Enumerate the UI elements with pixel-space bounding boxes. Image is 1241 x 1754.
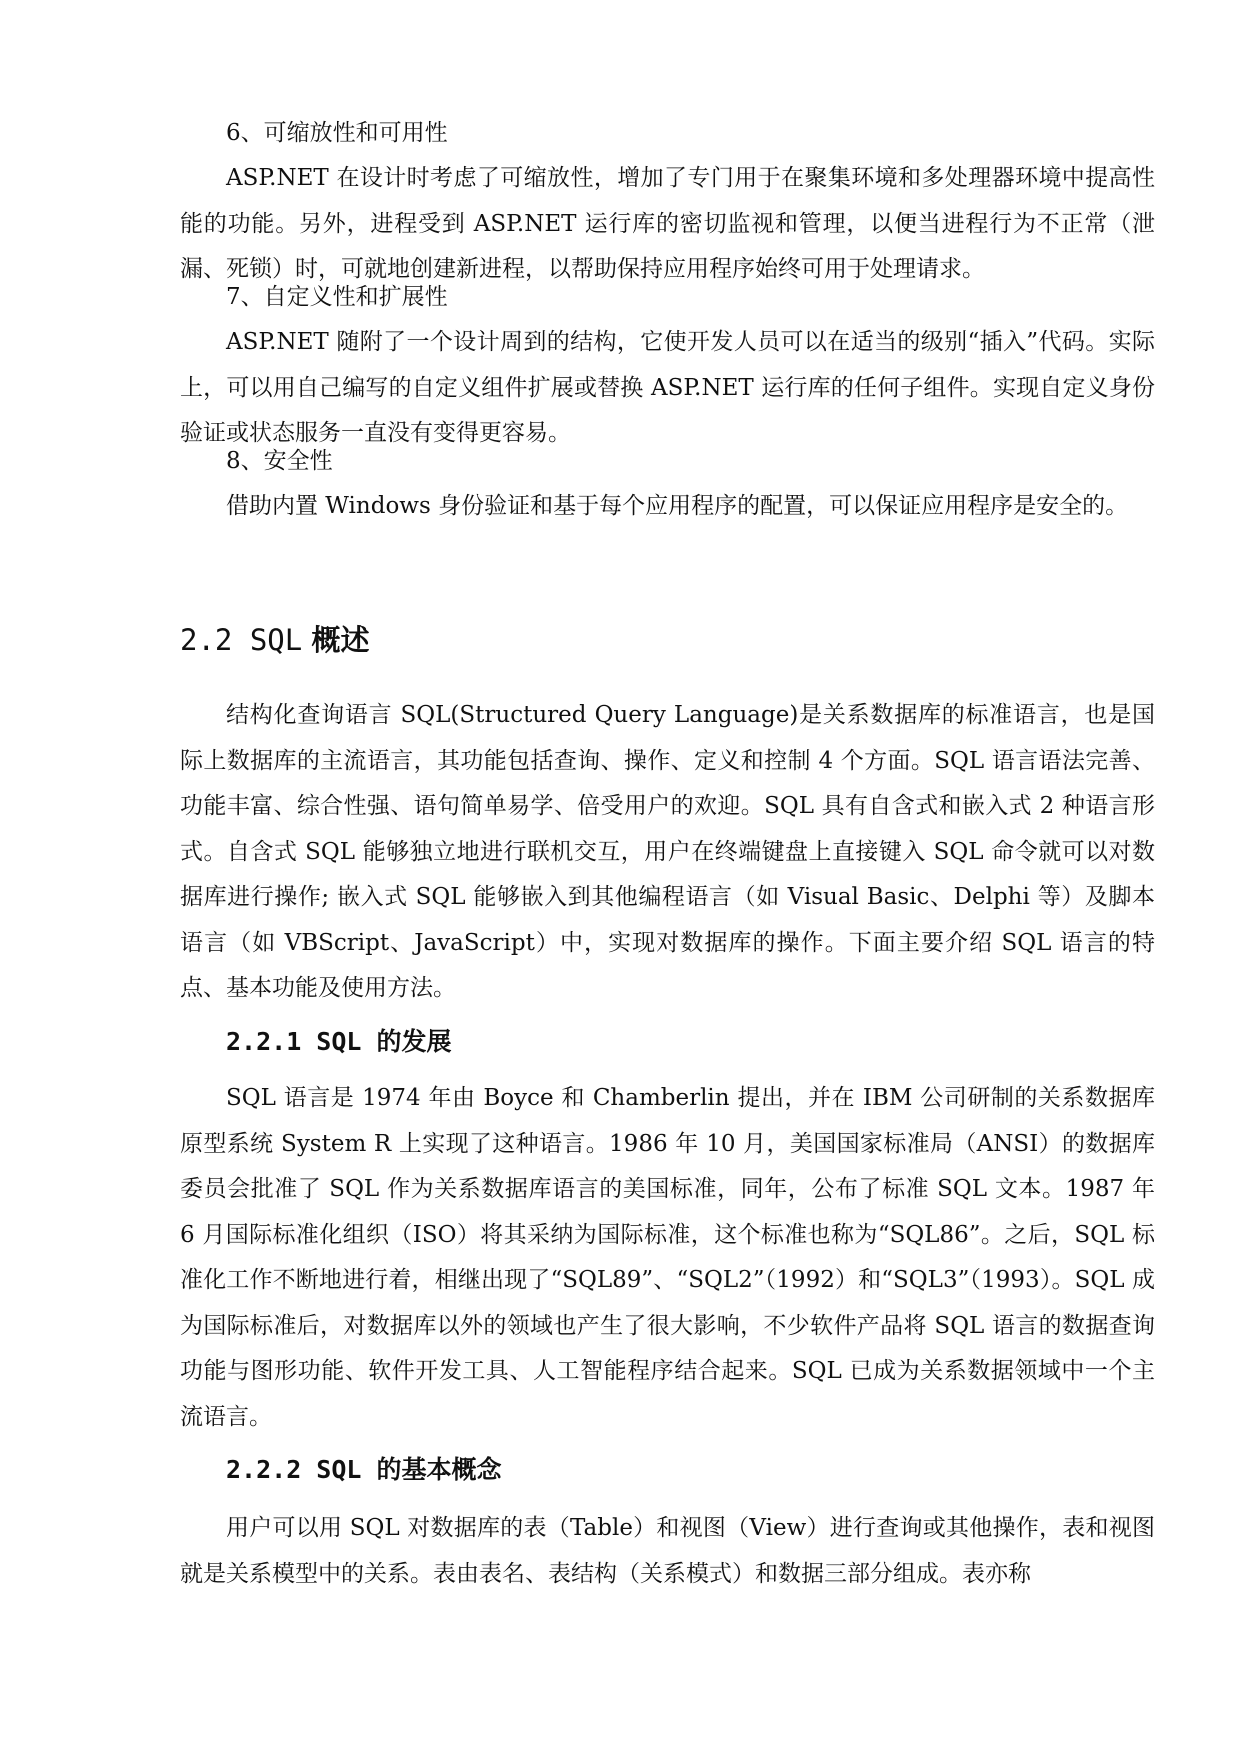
section-6-heading: 6、可缩放性和可用性 <box>226 120 448 146</box>
section-2-2-heading-block <box>180 620 1155 660</box>
section-7 <box>180 274 1155 457</box>
section-6-body: ASP.NET 在设计时考虑了可缩放性，增加了专门用于在聚集环境和多处理器环境中提高性能的功能。另外，进程受到 ASP.NET 运行库的密切监视和管理，以便当进程行为不正常（泄漏、死锁）时，可就地创建新进程，以帮助保持应用程序始终可用于处理请求。 <box>180 165 1155 282</box>
section-6 <box>180 110 1155 293</box>
section-2-2-2-body: 用户可以用 SQL 对数据库的表（Table）和视图（View）进行查询或其他操作，表和视图就是关系模型中的关系。表由表名、表结构（关系模式）和数据三部分组成。表亦称 <box>180 1515 1155 1587</box>
section-2-2-number: 2.2 SQL <box>180 623 303 657</box>
section-2-2-heading <box>180 620 1155 660</box>
section-2-2-1 <box>180 1076 1155 1440</box>
section-7-heading: 7、自定义性和扩展性 <box>226 284 448 310</box>
section-2-2-1-heading: 2.2.1 SQL 的发展 <box>226 1027 452 1056</box>
section-8-heading: 8、安全性 <box>226 448 333 474</box>
section-8-body: 借助内置 Windows 身份验证和基于每个应用程序的配置，可以保证应用程序是安全的。 <box>226 493 1129 519</box>
section-2-2-1-heading-block <box>180 1022 1155 1062</box>
section-2-2-2-heading: 2.2.2 SQL 的基本概念 <box>226 1455 502 1484</box>
section-2-2-title: 概述 <box>311 623 370 657</box>
section-2-2-2-heading-block <box>180 1450 1155 1490</box>
section-2-2-2 <box>180 1506 1155 1597</box>
section-2-2-1-body: SQL 语言是 1974 年由 Boyce 和 Chamberlin 提出，并在 IBM 公司研制的关系数据库原型系统 System R 上实现了这种语言。1986 年 10 月，美国国家标准局（ANSI）的数据库委员会批准了 SQL 作为关系数据库语言的美国标准，同年，公布了标准 SQL 文本。1987 年 6 月国际标准化组织（ISO）将其采纳为国际标准，这个标准也称为“SQL86”。之后，SQL 标准化工作不断地进行着，相继出现了“SQL89”、“SQL2”（1992）和“SQL3”（1993）。SQL 成为国际标准后，对数据库以外的领域也产生了很大影响，不少软件产品将 SQL 语言的数据查询功能与图形功能、软件开发工具、人工智能程序结合起来。SQL 已成为关系数据领域中一个主流语言。 <box>180 1085 1155 1430</box>
section-2-2-body: 结构化查询语言 SQL(Structured Query Language)是关系数据库的标准语言，也是国际上数据库的主流语言，其功能包括查询、操作、定义和控制 4 个方面。SQL 语言语法完善、功能丰富、综合性强、语句简单易学、倍受用户的欢迎。SQL 具有自含式和嵌入式 2 种语言形式。自含式 SQL 能够独立地进行联机交互，用户在终端键盘上直接键入 SQL 命令就可以对数据库进行操作; 嵌入式 SQL 能够嵌入到其他编程语言（如 Visual Basic、Delphi 等）及脚本语言（如 VBScript、JavaScript）中，实现对数据库的操作。下面主要介绍 SQL 语言的特点、基本功能及使用方法。 <box>180 702 1155 1001</box>
section-7-body: ASP.NET 随附了一个设计周到的结构，它使开发人员可以在适当的级别“插入”代码。实际上，可以用自己编写的自定义组件扩展或替换 ASP.NET 运行库的任何子组件。实现自定义身份验证或状态服务一直没有变得更容易。 <box>180 329 1155 446</box>
section-8 <box>180 438 1155 530</box>
section-2-2 <box>180 693 1155 1012</box>
